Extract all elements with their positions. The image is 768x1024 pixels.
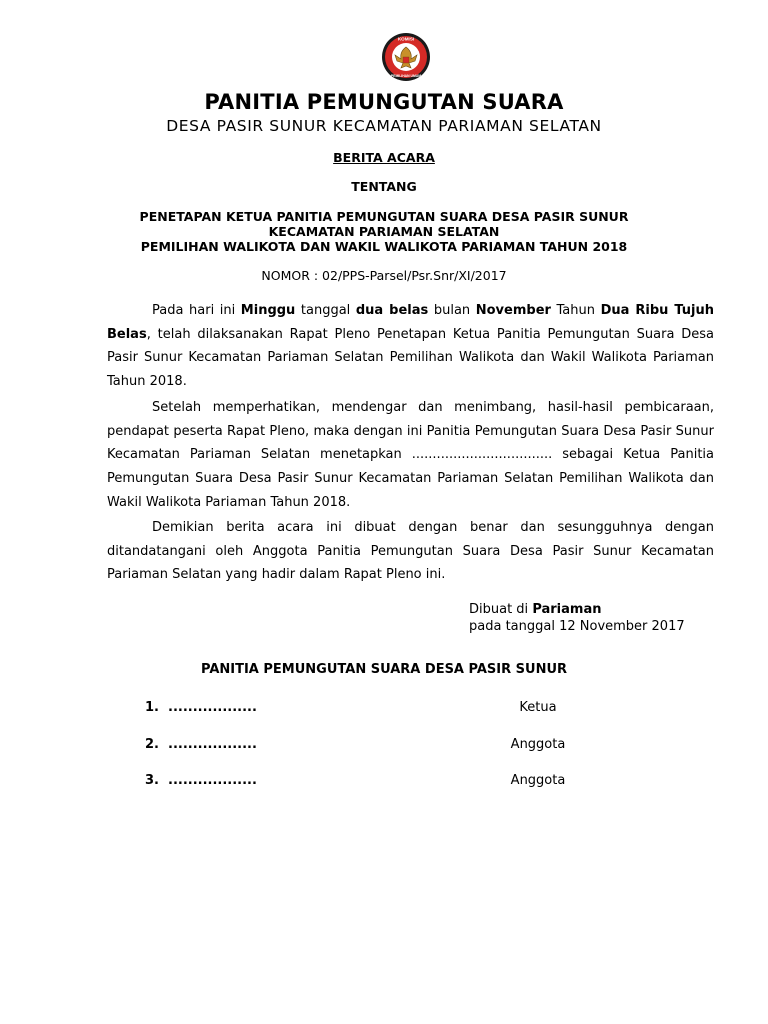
closing-block — [469, 601, 685, 635]
closing-place-line — [469, 601, 685, 618]
kpu-logo — [381, 30, 431, 88]
signature-role: Anggota — [510, 737, 566, 752]
header-title: PANITIA PEMUNGUTAN SUARA — [204, 90, 564, 114]
signature-role: Ketua — [519, 700, 557, 715]
p1-text-4: Tahun — [550, 303, 601, 318]
p1-text-2: tanggal — [295, 303, 356, 318]
signature-name-placeholder: .................. — [168, 773, 257, 788]
signature-row — [0, 700, 768, 720]
signature-name-placeholder: .................. — [168, 737, 257, 752]
signature-role: Anggota — [510, 773, 566, 788]
document-number: NOMOR : 02/PPS-Parsel/Psr.Snr/XI/2017 — [261, 268, 507, 283]
subject-line-3: PEMILIHAN WALIKOTA DAN WAKIL WALIKOTA PARIAMAN TAHUN 2018 — [140, 239, 628, 254]
logo-text-top: KOMISI — [397, 36, 415, 42]
paragraph-2: Setelah memperhatikan, mendengar dan menimbang, hasil-hasil pembicaraan, pendapat peserta Rapat Pleno, maka dengan ini Panitia Pemungutan Suara Desa Pasir Sunur Kecamatan Pariaman Selatan menetapkan .................................. sebagai Ketua Panitia Pemungutan Suara Desa Pasir Sunur Kecamatan Pariaman Selatan Pemilihan Walikota dan Wakil Walikota Pariaman Tahun 2018. — [107, 400, 714, 510]
logo-text-bottom: PEMILIHAN UMUM — [390, 74, 422, 78]
paragraph-3: Demikian berita acara ini dibuat dengan benar dan sesungguhnya dengan ditandatangani oleh Anggota Panitia Pemungutan Suara Desa Pasir Sunur Kecamatan Pariaman Selatan yang hadir dalam Rapat Pleno ini. — [107, 520, 714, 583]
subject-line-2: KECAMATAN PARIAMAN SELATAN — [268, 224, 500, 239]
p1-month: November — [475, 303, 551, 318]
p1-day: Minggu — [240, 303, 296, 318]
subject-line-1: PENETAPAN KETUA PANITIA PEMUNGUTAN SUARA DESA PASIR SUNUR — [139, 209, 629, 224]
signature-number: 2. — [145, 737, 159, 752]
tentang-heading: TENTANG — [351, 179, 417, 194]
header-subtitle: DESA PASIR SUNUR KECAMATAN PARIAMAN SELATAN — [166, 117, 602, 135]
p1-year: Dua Ribu Tujuh Belas — [107, 303, 715, 342]
berita-acara-heading: BERITA ACARA — [333, 150, 435, 165]
signature-row — [0, 737, 768, 757]
subject-block — [0, 209, 768, 254]
signature-number: 1. — [145, 700, 159, 715]
p1-text-3: bulan — [428, 303, 476, 318]
p1-text-1: Pada hari ini — [152, 303, 241, 318]
dibuat-prefix: Dibuat di — [469, 602, 533, 617]
p1-text-5: , telah dilaksanakan Rapat Pleno Penetapan Ketua Panitia Pemungutan Suara Desa Pasir Sunur Kecamatan Pariaman Selatan Pemilihan Walikota dan Wakil Walikota Pariaman Tahun 2018. — [107, 326, 714, 390]
closing-date: pada tanggal 12 November 2017 — [469, 619, 685, 634]
signature-name-placeholder: .................. — [168, 700, 257, 715]
signature-number: 3. — [145, 773, 159, 788]
signatures-heading: PANITIA PEMUNGUTAN SUARA DESA PASIR SUNUR — [200, 662, 568, 677]
signature-row — [0, 773, 768, 793]
paragraph-1 — [107, 299, 714, 394]
p1-date: dua belas — [355, 303, 429, 318]
dibuat-place: Pariaman — [532, 602, 602, 617]
